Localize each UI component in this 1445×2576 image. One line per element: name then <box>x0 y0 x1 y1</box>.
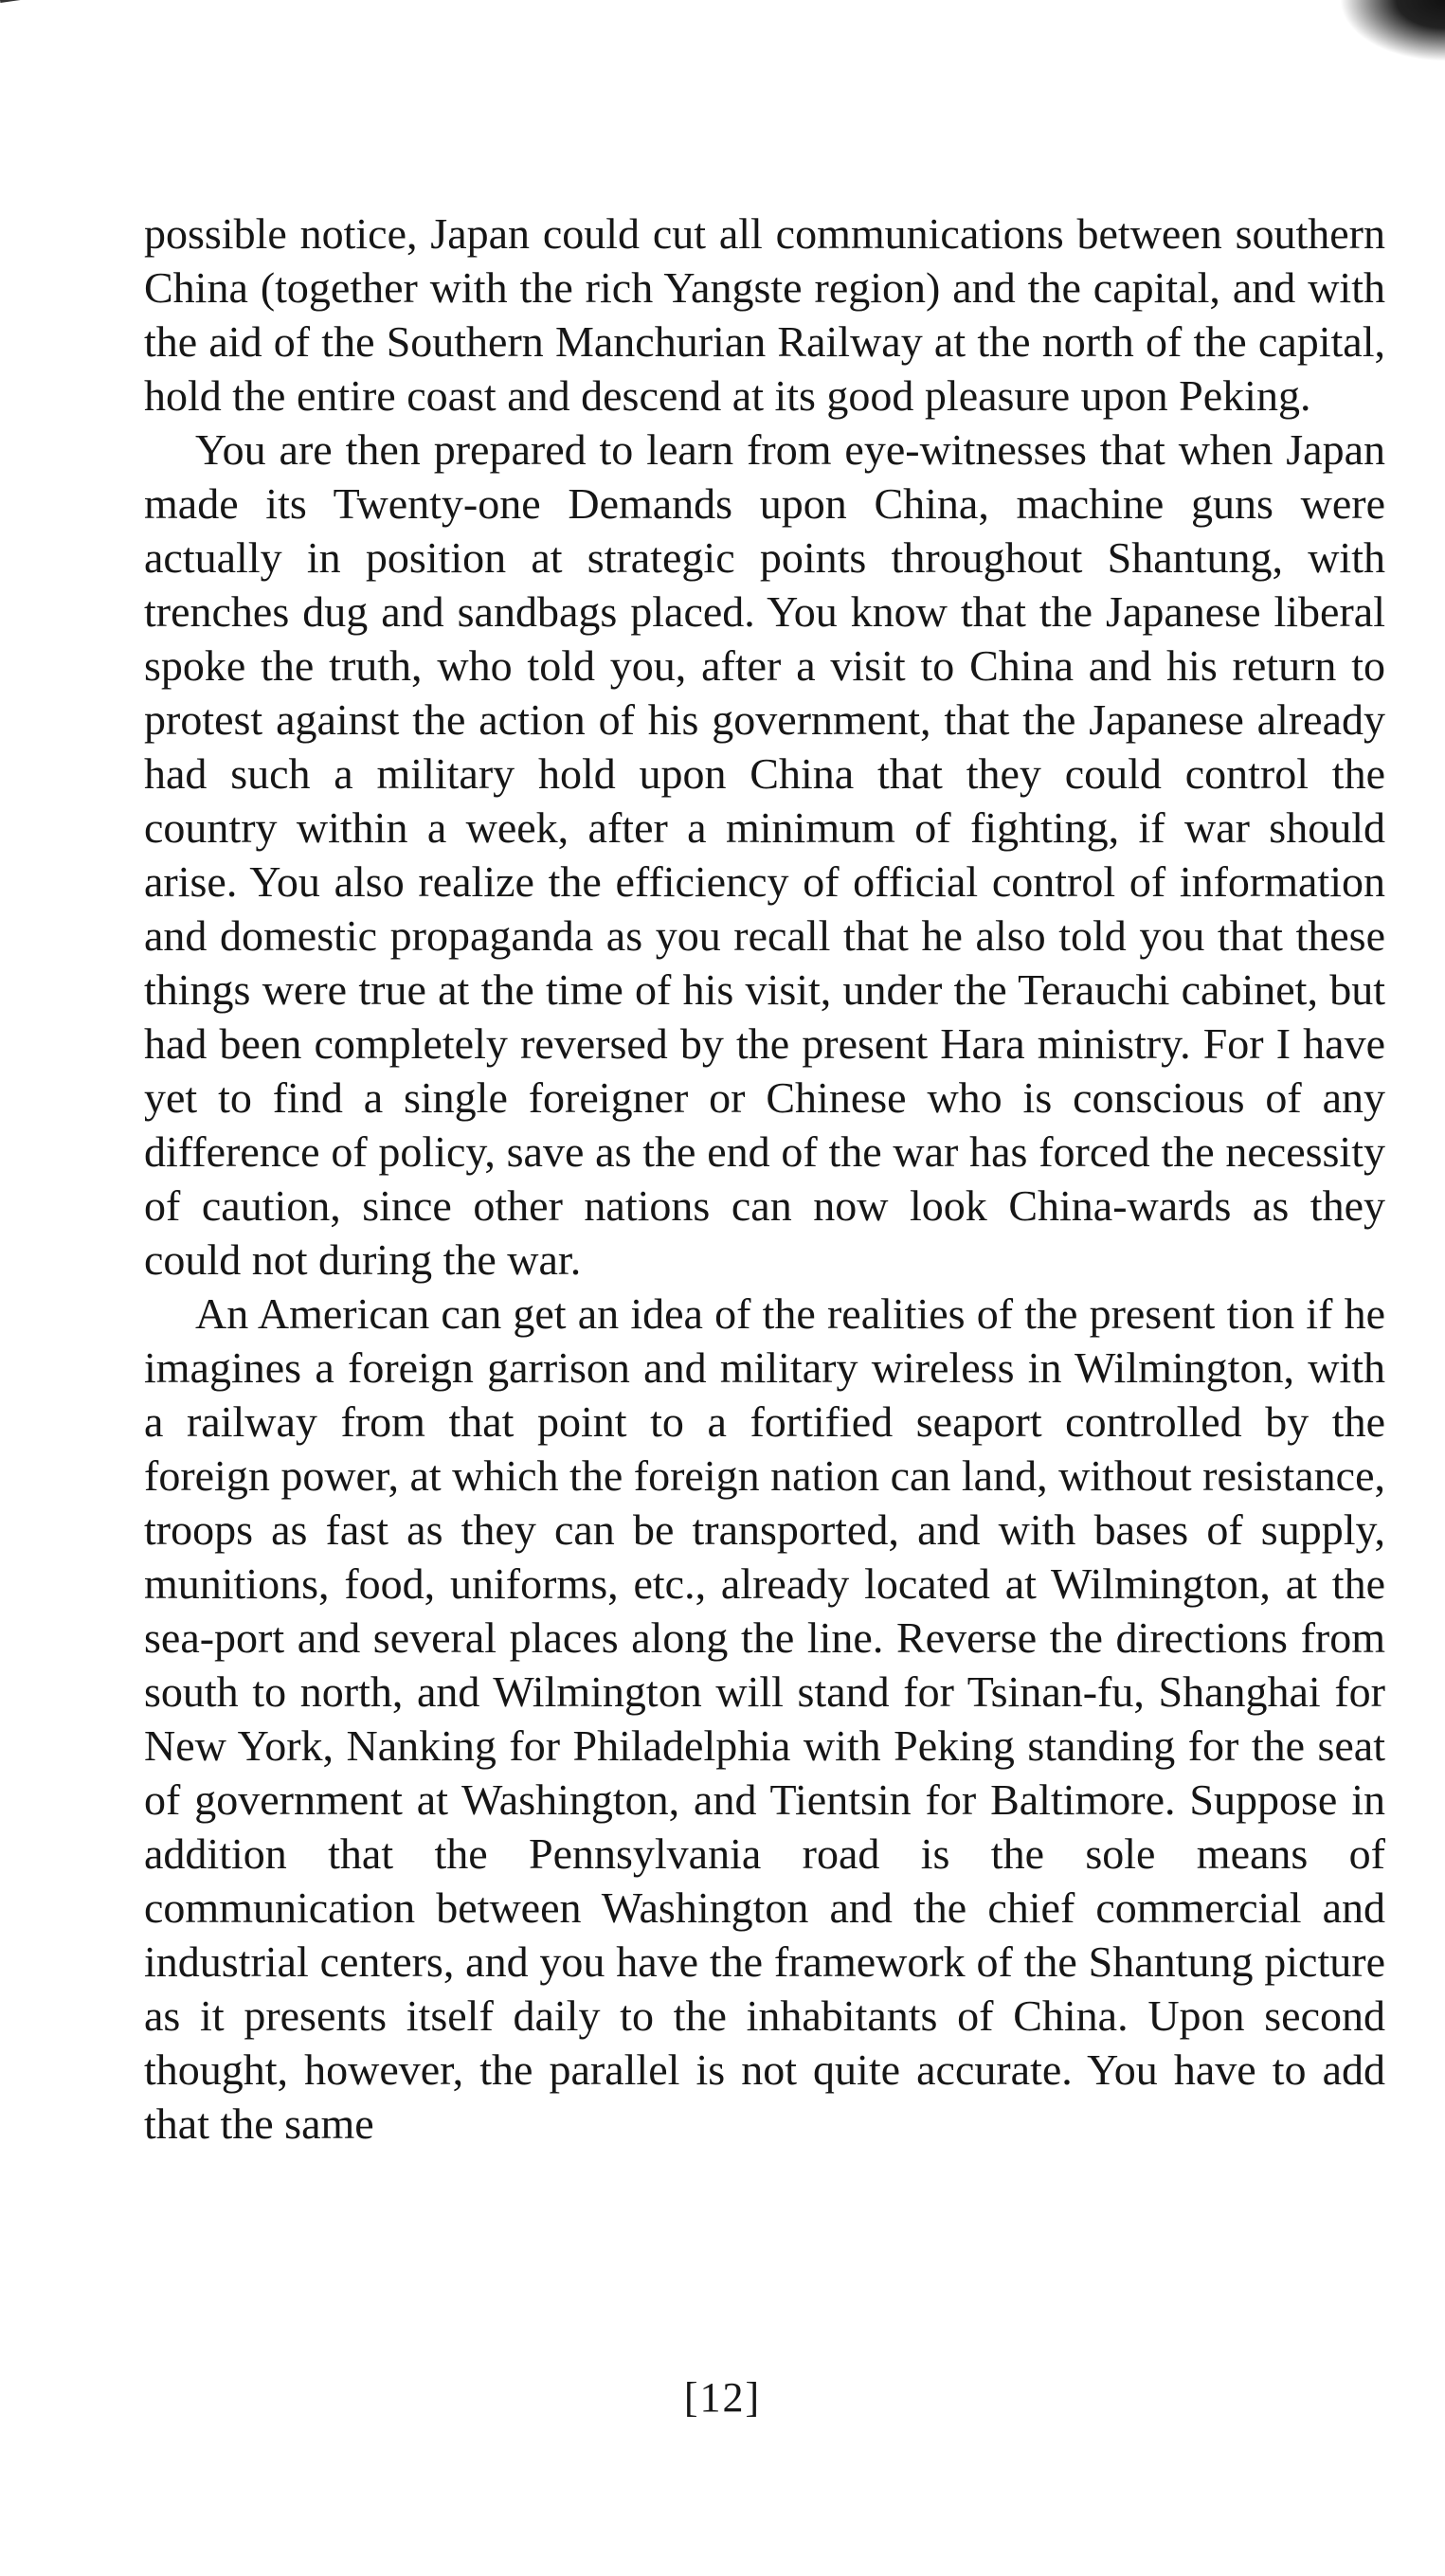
paragraph-3: An American can get an idea of the realities of the present tion if he imagines a foreign garrison and military wireless in Wilmington, with a railway from that point to a fortified seaport controlled by the foreign power, at which the foreign nation can land, without resistance, troops as fast as they can be transported, and with bases of supply, munitions, food, uniforms, etc., already located at Wilmington, at the sea-port and several places along the line. Reverse the directions from south to north, and Wilmington will stand for Tsinan-fu, Shanghai for New York, Nanking for Philadelphia with Peking standing for the seat of government at Washington, and Tientsin for Baltimore. Suppose in addition that the Pennsylvania road is the sole means of communication between Washington and the chief commercial and industrial centers, and you have the framework of the Shantung picture as it presents itself daily to the inhabitants of China. Upon second thought, however, the parallel is not quite accurate. You have to add that the same <box>144 1289 1386 2148</box>
body-text <box>144 207 1385 2151</box>
scan-corner-shadow <box>1331 0 1445 66</box>
page-number: [12] <box>683 2374 762 2421</box>
paragraph-2: You are then prepared to learn from eye-witnesses that when Japan made its Twenty-one Demands upon China, machine guns were actually in position at strategic points throughout Shantung, with trenches dug and sandbags placed. You know that the Japanese liberal spoke the truth, who told you, after a visit to China and his return to protest against the action of his government, that the Japanese already had such a military hold upon China that they could control the country within a week, after a minimum of fighting, if war should arise. You also realize the efficiency of official control of information and domestic propaganda as you recall that he also told you that these things were true at the time of his visit, under the Terauchi cabinet, but had been completely reversed by the present Hara ministry. For I have yet to find a single foreigner or Chinese who is conscious of any difference of policy, save as the end of the war has forced the necessity of caution, since other nations can now look China-wards as they could not during the war. <box>144 425 1385 1284</box>
page-edge-mark <box>0 0 40 16</box>
paragraph-1: possible notice, Japan could cut all communications between southern China (together with the rich Yangste region) and the capital, and with the aid of the Southern Manchurian Railway at the north of the capital, hold the entire coast and descend at its good pleasure upon Peking. <box>144 209 1385 420</box>
